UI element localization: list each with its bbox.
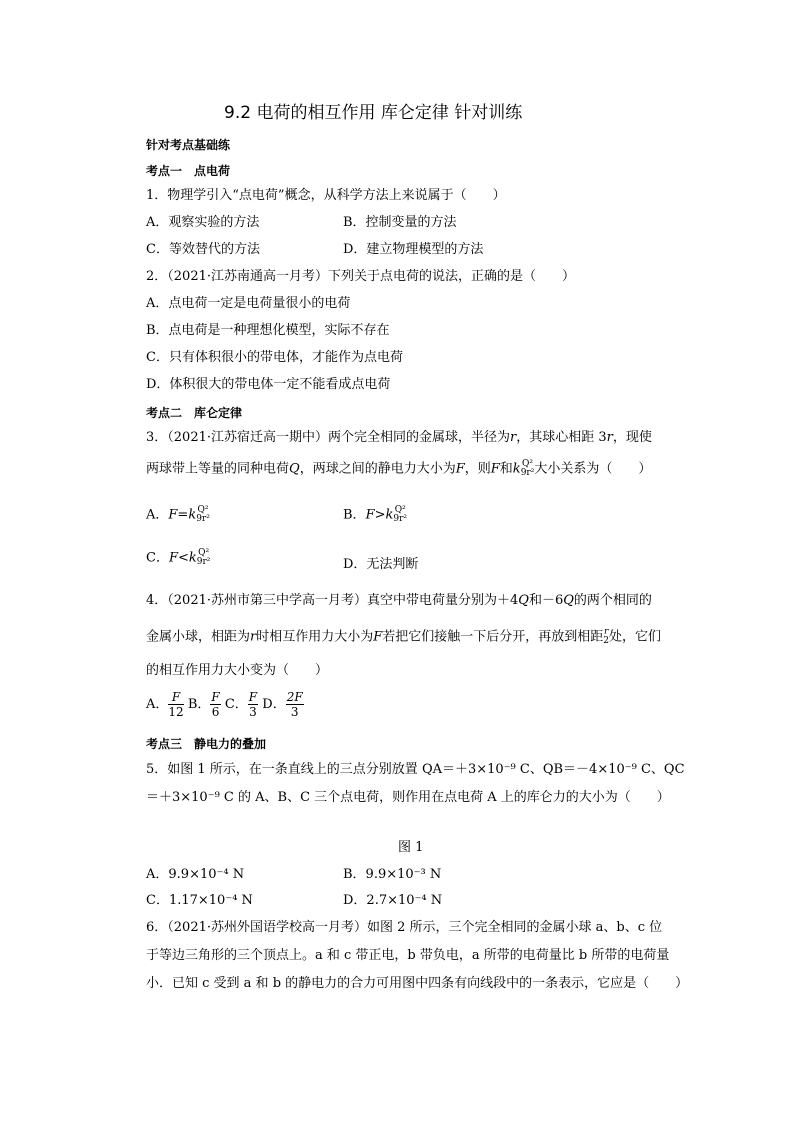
fraction-Q2-9r2 [196, 506, 210, 524]
q4-text: 金属小球，相距为 [146, 629, 251, 645]
q3-text: 3．（2021·江苏宿迁高一期中）两个完全相同的金属球，半径为 [146, 430, 510, 445]
symbol-F: F [455, 461, 465, 477]
q4-line1 [146, 593, 652, 609]
kp2-heading: 考点二 库仑定律 [146, 406, 243, 420]
kp3-heading: 考点三 静电力的叠加 [146, 737, 267, 751]
q3-option-a [146, 506, 210, 524]
option-label: A． [146, 697, 169, 712]
symbol-k: k [188, 550, 197, 566]
fraction-den: 3 [290, 705, 299, 719]
section-heading: 针对考点基础练 [146, 138, 231, 152]
q4-option-a-fraction [168, 690, 183, 719]
q4-line3: 的相互作用力大小变为（ ） [146, 663, 329, 678]
q3-line2 [146, 460, 651, 478]
symbol-Q: Q [518, 593, 529, 608]
q4-options [146, 690, 304, 719]
q2-option-c: C．只有体积很小的带电体，才能作为点电荷 [146, 350, 403, 365]
q4-text: 处，它们 [609, 629, 662, 645]
fraction-num: Q² [197, 505, 209, 515]
fraction-num: Q² [394, 505, 406, 515]
fraction-den: 9r² [520, 468, 535, 478]
q4-text: 4．（2021·苏州市第三中学高一月考）真空中带电荷量分别为＋4 [146, 593, 519, 608]
q5-line2: ＝＋3×10⁻⁹ C 的 A、B、C 三个点电荷，则作用在点电荷 A 上的库仑力的大小为（ ） [146, 790, 670, 805]
q5-option-a: A．9.9×10⁻⁴ N [146, 867, 245, 882]
q1-option-d: D．建立物理模型的方法 [343, 242, 484, 257]
option-label: C． [146, 550, 169, 566]
fraction-num: Q² [198, 548, 210, 558]
fraction-Q2-9r2 [393, 506, 407, 524]
q4-option-b-fraction [210, 690, 220, 719]
q1-option-b: B．控制变量的方法 [343, 215, 457, 230]
q4-text: 时相互作用力大小为 [256, 629, 374, 645]
symbol-Q: Q [289, 461, 300, 477]
option-label: B． [343, 507, 366, 523]
figure-1-caption: 图 1 [398, 840, 424, 855]
q4-text: 和－6 [528, 593, 564, 608]
symbol-F: F [490, 461, 500, 477]
fraction-Q2-9r2 [197, 549, 211, 567]
fraction-num: F [248, 690, 258, 704]
fraction-Q2-9r2 [521, 460, 535, 478]
symbol-k: k [512, 461, 521, 477]
q3-line1 [146, 430, 652, 446]
fraction-num: F [168, 690, 183, 705]
page-title: 9.2 电荷的相互作用 库仑定律 针对训练 [224, 103, 523, 123]
option-label: C． [224, 697, 248, 712]
q2-option-a: A．点电荷一定是电荷量很小的电荷 [146, 296, 351, 311]
symbol-r: r [510, 430, 517, 445]
q5-option-b: B．9.9×10⁻³ N [343, 867, 442, 882]
q6-line2: 于等边三角形的三个顶点上。a 和 c 带正电，b 带负电，a 所带的电荷量比 b 所带的电荷量 [146, 948, 670, 963]
q4-text: 的两个相同的 [573, 593, 652, 608]
symbol-r: r [606, 430, 613, 445]
q4-text: 若把它们接触一下后分开，再放到相距 [382, 629, 604, 645]
relation: F< [168, 550, 189, 566]
fraction-den: 6 [211, 705, 220, 719]
q6-line3: 小．已知 c 受到 a 和 b 的静电力的合力可用图中四条有向线段中的一条表示，它应是（ ） [146, 976, 689, 991]
symbol-k: k [385, 507, 394, 523]
fraction-den: 12 [168, 705, 184, 719]
q5-option-c: C．1.17×10⁻⁴ N [146, 893, 253, 908]
q5-option-d: D．2.7×10⁻⁴ N [343, 893, 443, 908]
fraction-den: 9r² [196, 514, 210, 524]
q5-line1: 5．如图 1 所示，在一条直线上的三点分别放置 QA＝＋3×10⁻⁹ C、QB＝－4×10⁻⁹ C、QC [146, 762, 685, 777]
fraction-num: r [604, 627, 609, 637]
q3-text: ，则 [464, 461, 491, 477]
fraction-num: Q² [522, 459, 533, 469]
q1-option-a: A．观察实验的方法 [146, 215, 260, 230]
q1-option-c: C．等效替代的方法 [146, 242, 260, 257]
relation: F> [365, 507, 386, 523]
fraction-den: 9r² [196, 557, 211, 567]
q3-option-b [343, 506, 407, 524]
option-label: B． [187, 697, 211, 712]
q3-text: ，现使 [612, 430, 652, 445]
q6-line1: 6．（2021·苏州外国语学校高一月考）如图 2 所示，三个完全相同的金属小球 a、b、c 位 [146, 920, 663, 935]
symbol-k: k [188, 507, 197, 523]
q3-text: 两球带上等量的同种电荷 [146, 461, 290, 477]
q4-line2 [146, 628, 661, 646]
fraction-num: 2F [286, 690, 303, 704]
fraction-den: 2 [603, 636, 610, 646]
q1-stem: 1．物理学引入“点电荷”概念，从科学方法上来说属于（ ） [146, 188, 506, 203]
q3-option-d: D．无法判断 [343, 557, 419, 572]
symbol-r: r [250, 629, 257, 645]
q4-option-c-fraction [248, 690, 258, 719]
option-label: A． [146, 507, 169, 523]
q2-option-b: B．点电荷是一种理想化模型，实际不存在 [146, 323, 390, 338]
fraction-num: F [211, 690, 220, 704]
q3-text: 和 [499, 461, 513, 477]
option-label: D． [262, 697, 286, 712]
q3-text: ，其球心相距 3 [516, 430, 607, 445]
fraction-den: 3 [249, 705, 257, 719]
q2-stem: 2．（2021·江苏南通高一月考）下列关于点电荷的说法，正确的是（ ） [146, 269, 575, 284]
relation: F= [168, 507, 189, 523]
q4-option-d-fraction [286, 690, 304, 719]
fraction-den: 9r² [393, 514, 408, 524]
symbol-Q: Q [563, 593, 574, 608]
symbol-F: F [373, 629, 383, 645]
q3-text: 大小关系为（ ） [534, 461, 652, 477]
q3-text: ，两球之间的静电力大小为 [299, 461, 456, 477]
q3-option-c [146, 549, 210, 567]
kp1-heading: 考点一 点电荷 [146, 164, 231, 178]
q2-option-d: D．体积很大的带电体一定不能看成点电荷 [146, 377, 391, 392]
